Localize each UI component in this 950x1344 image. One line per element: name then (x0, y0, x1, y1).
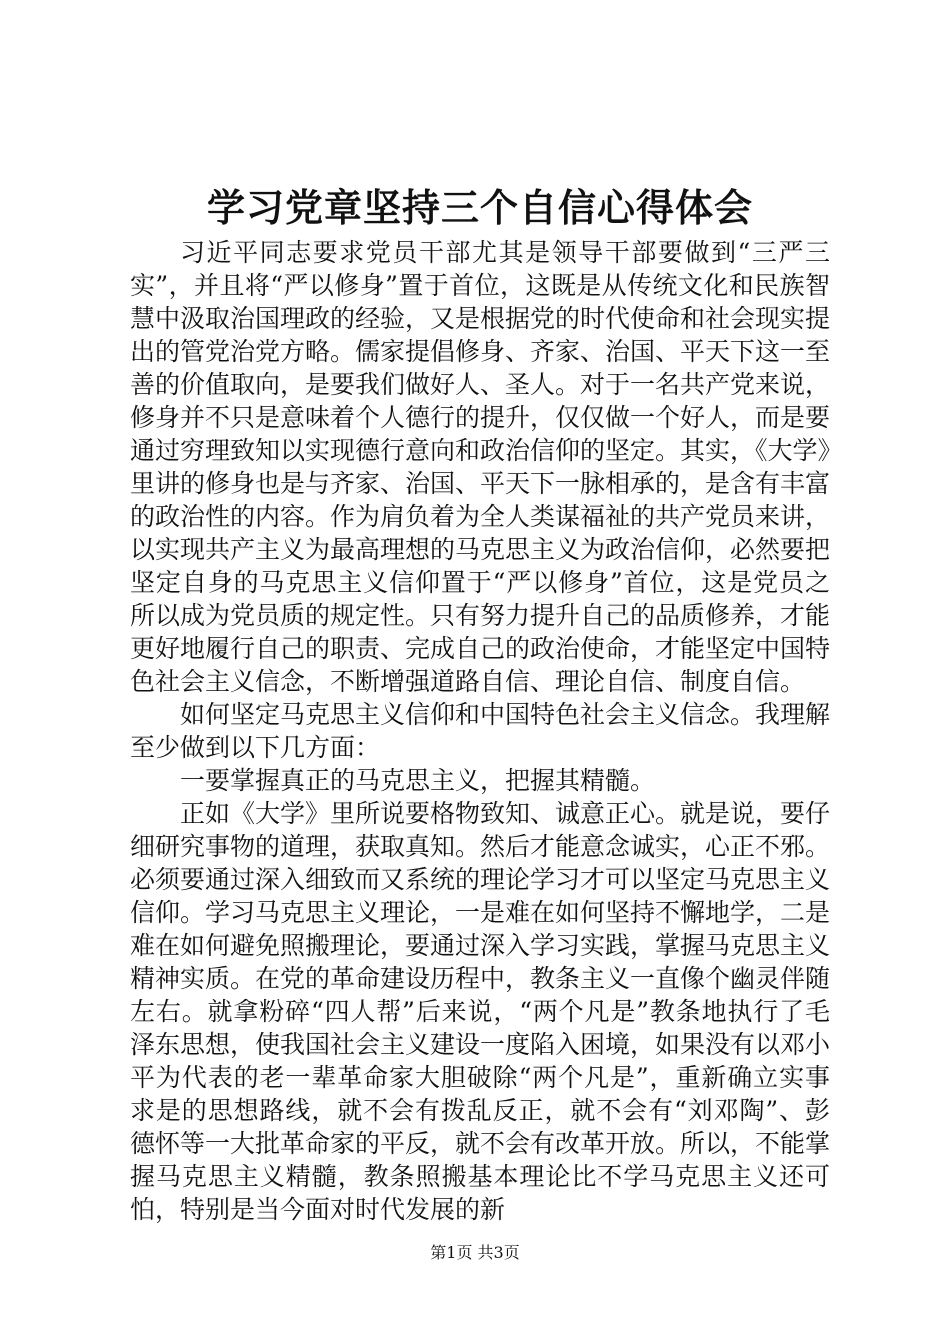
paragraph-2: 如何坚定马克思主义信仰和中国特色社会主义信念。我理解至少做到以下几方面： (130, 700, 831, 762)
paragraph-3: 一要掌握真正的马克思主义，把握其精髓。 (180, 766, 656, 795)
paragraph-4: 正如《大学》里所说要格物致知、诚意正心。就是说，要仔细研究事物的道理，获取真知。然后才能意念诚实，心正不邪。必须要通过深入细致而又系统的理论学习才可以坚定马克思主义信仰。学习马克思主义理论，一是难在如何坚持不懈地学，二是难在如何避免照搬理论，要通过深入学习实践，掌握马克思主义精神实质。在党的革命建设历程中，教条主义一直像个幽灵伴随左右。就拿粉碎“四人帮”后来说，“两个凡是”教条地执行了毛泽东思想，使我国社会主义建设一度陷入困境，如果没有以邓小平为代表的老一辈革命家大胆破除“两个凡是”，重新确立实事求是的思想路线，就不会有拨乱反正，就不会有“刘邓陶”、彭德怀等一大批革命家的平反，就不会有改革开放。所以，不能掌握马克思主义精髓，教条照搬基本理论比不学马克思主义还可怕，特别是当今面对时代发展的新 (130, 799, 831, 1224)
document-title: 学习党章坚持三个自信心得体会 (206, 185, 753, 230)
document-body (130, 236, 830, 1226)
page-footer: 第1页 共3页 (430, 1243, 520, 1262)
paragraph-1: 习近平同志要求党员干部尤其是领导干部要做到“三严三实”，并且将“严以修身”置于首位，这既是从传统文化和民族智慧中汲取治国理政的经验，又是根据党的时代使命和社会现实提出的管党治党方略。儒家提倡修身、齐家、治国、平天下这一至善的价值取向，是要我们做好人、圣人。对于一名共产党来说，修身并不只是意味着个人德行的提升，仅仅做一个好人，而是要通过穷理致知以实现德行意向和政治信仰的坚定。其实，《大学》里讲的修身也是与齐家、治国、平天下一脉相承的，是含有丰富的政治性的内容。作为肩负着为全人类谋福祉的共产党员来讲，以实现共产主义为最高理想的马克思主义为政治信仰，必然要把坚定自身的马克思主义信仰置于“严以修身”首位，这是党员之所以成为党员质的规定性。只有努力提升自己的品质修养，才能更好地履行自己的职责、完成自己的政治使命，才能坚定中国特色社会主义信念，不断增强道路自信、理论自信、制度自信。 (130, 238, 831, 696)
